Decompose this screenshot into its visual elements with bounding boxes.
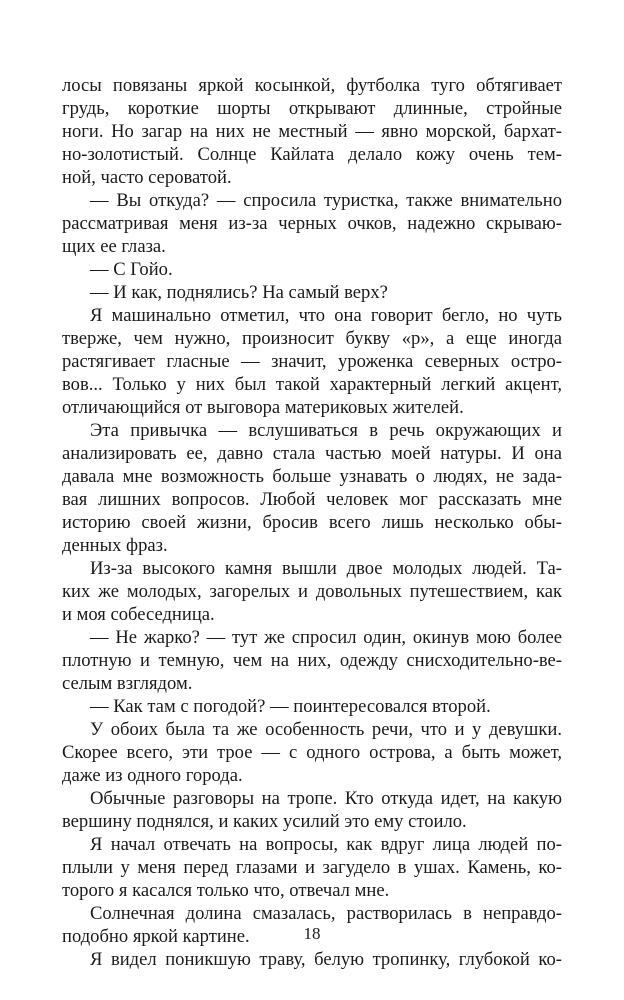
text-line: историю своей жизни, бросив всего лишь несколько обы- [62, 512, 562, 533]
text-line: вая лишних вопросов. Любой человек мог рассказать мне [62, 489, 562, 510]
text-line: Я машинально отметил, что она говорит бегло, но чуть [90, 305, 562, 326]
text-line: отличающийся от выговора материковых жителей. [62, 397, 464, 418]
text-line: Обычные разговоры на тропе. Кто откуда идет, на какую [90, 788, 562, 809]
text-line: Солнечная долина смазалась, растворилась в неправдо- [90, 903, 562, 924]
text-line: плотную и темную, чем на них, одежду снисходительно-ве- [62, 650, 562, 671]
text-line: ной, часто сероватой. [62, 167, 232, 188]
text-line: растягивает гласные — значит, уроженка северных остро- [62, 351, 562, 372]
text-line: плыли у меня перед глазами и загудело в ушах. Камень, ко- [62, 857, 562, 878]
text-line: и моя собеседница. [62, 604, 215, 625]
text-line: торого я касался только что, отвечал мне. [62, 880, 390, 901]
text-line: подобно яркой картине. [62, 926, 250, 947]
text-line: вов... Только у них был такой характерный легкий акцент, [62, 374, 562, 395]
text-line: лосы повязаны яркой косынкой, футболка туго обтягивает [62, 75, 562, 96]
text-line: тверже, чем нужно, произносит букву «р», а еще иногда [62, 328, 562, 349]
text-line: Скорее всего, эти трое — с одного острова, а быть может, [62, 742, 562, 763]
text-line: — И как, поднялись? На самый верх? [90, 282, 388, 303]
text-line: Я видел поникшую траву, белую тропинку, глубокой ко- [90, 949, 562, 970]
text-line: но-золотистый. Солнце Кайлата делало кожу очень тем- [62, 144, 562, 165]
text-line: Из-за высокого камня вышли двое молодых людей. Та- [90, 558, 562, 579]
text-line: рассматривая меня из-за черных очков, надежно скрываю- [62, 213, 562, 234]
text-line: ких же молодых, загорелых и довольных путешествием, как [62, 581, 562, 602]
text-line: Эта привычка — вслушиваться в речь окружающих и [90, 420, 562, 441]
text-line: грудь, короткие шорты открывают длинные, стройные [62, 98, 562, 119]
text-line: Я начал отвечать на вопросы, как вдруг лица людей по- [90, 834, 562, 855]
text-line: селым взглядом. [62, 673, 193, 694]
text-line: анализировать ее, давно стала частью моей натуры. И она [62, 443, 562, 464]
text-line: — Не жарко? — тут же спросил один, окинув мою более [90, 627, 562, 648]
text-line: вершину поднялся, и каких усилий это ему стоило. [62, 811, 467, 832]
text-line: денных фраз. [62, 535, 168, 556]
text-line: — Как там с погодой? — поинтересовался второй. [90, 696, 491, 717]
page-number: 18 [303, 924, 321, 943]
text-line: — С Гойо. [90, 259, 173, 280]
text-line: щих ее глаза. [62, 236, 166, 257]
text-line: — Вы откуда? — спросила туристка, также внимательно [90, 190, 562, 211]
text-line: ноги. Но загар на них не местный — явно морской, бархат- [62, 121, 562, 142]
page-text [62, 74, 562, 971]
text-line: давала мне возможность больше узнавать о людях, не зада- [62, 466, 562, 487]
text-line: У обоих была та же особенность речи, что и у девушки. [90, 719, 562, 740]
text-line: даже из одного города. [62, 765, 243, 786]
